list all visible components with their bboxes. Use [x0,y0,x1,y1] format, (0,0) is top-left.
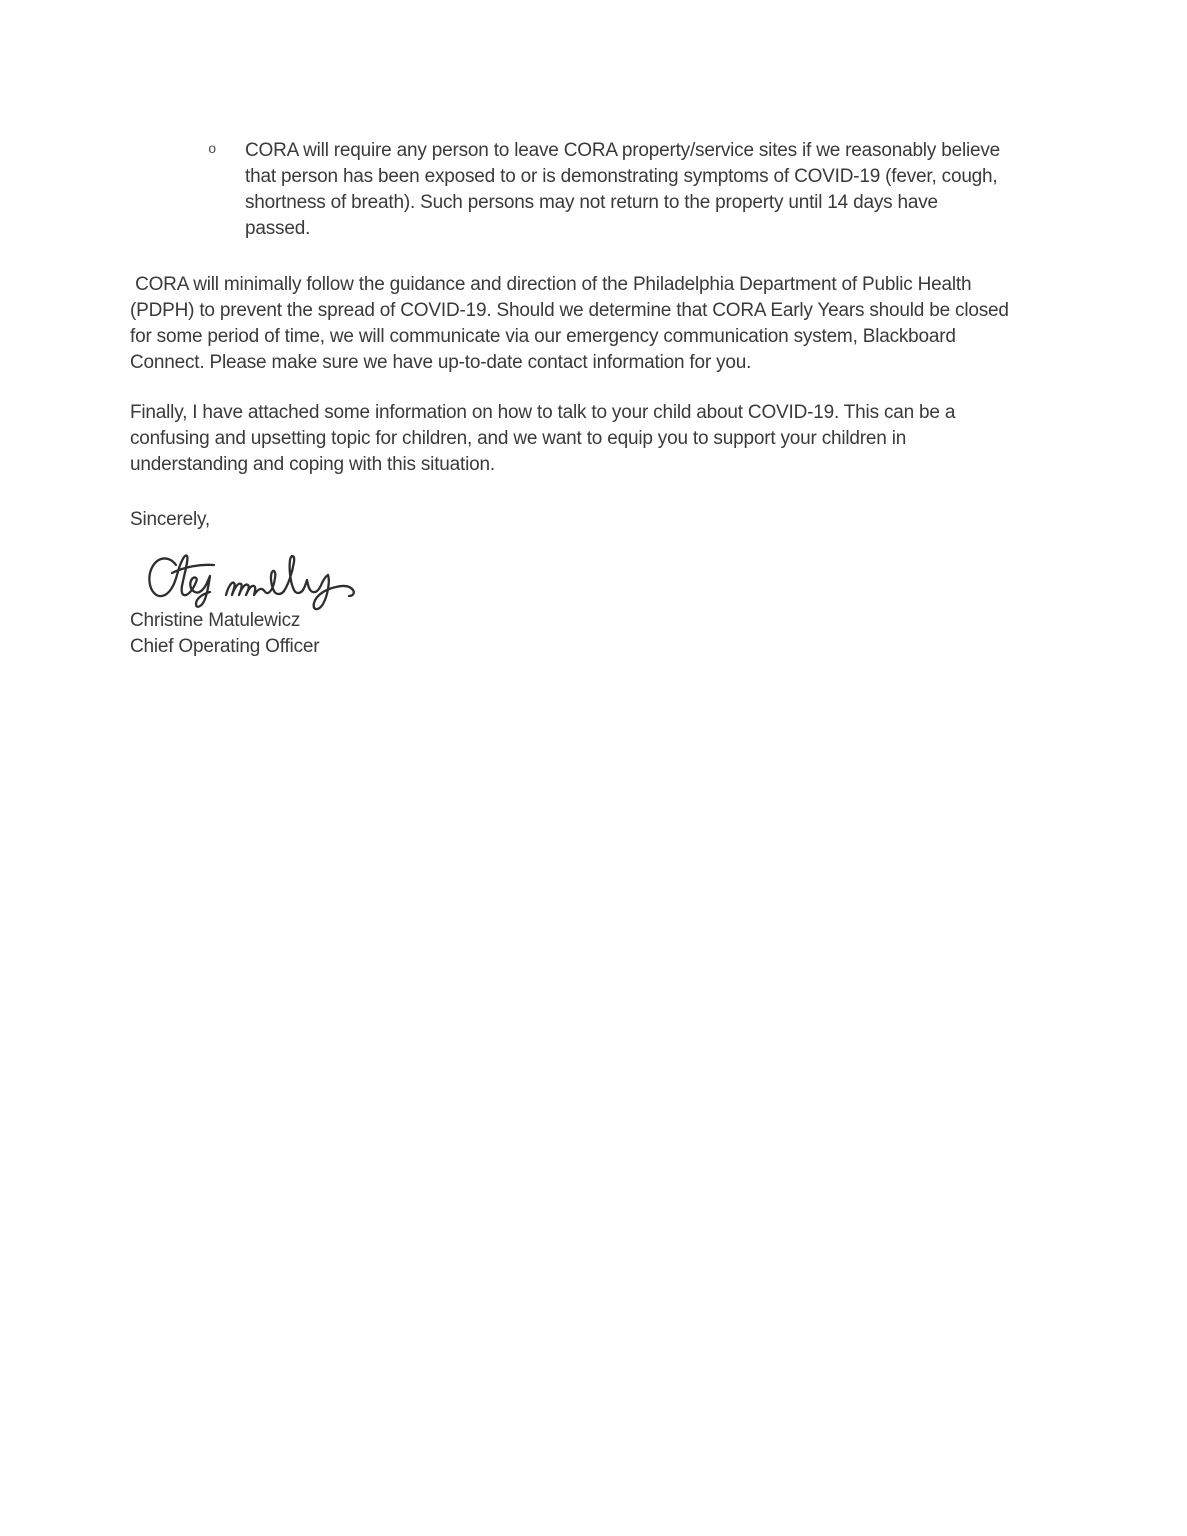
bullet-text [245,138,1000,242]
text-line: passed. [245,218,311,239]
text-line: confusing and upsetting topic for children, and we want to equip you to support your children in [130,428,907,449]
signature-block [130,608,319,660]
closing-salutation: Sincerely, [130,509,211,530]
text-line: CORA will minimally follow the guidance and direction of the Philadelphia Department of Public Health [130,274,972,295]
bullet-marker: o [208,142,217,158]
text-line: for some period of time, we will communicate via our emergency communication system, Blackboard [130,326,956,347]
text-line: CORA will require any person to leave CORA property/service sites if we reasonably believe [245,140,1001,161]
text-line: understanding and coping with this situation. [130,454,495,475]
text-line: Connect. Please make sure we have up-to-date contact information for you. [130,352,752,373]
signer-name: Christine Matulewicz [130,610,301,631]
text-line: Finally, I have attached some information on how to talk to your child about COVID-19. This can be a [130,402,956,423]
paragraph-attached-info [130,400,955,478]
signer-title: Chief Operating Officer [130,636,320,657]
text-line: shortness of breath). Such persons may not return to the property until 14 days have [245,192,938,213]
text-line: that person has been exposed to or is demonstrating symptoms of COVID-19 (fever, cough, [245,166,998,187]
handwritten-signature-icon [142,549,364,617]
paragraph-pdph-guidance [130,272,1009,376]
text-line: (PDPH) to prevent the spread of COVID-19. Should we determine that CORA Early Years should be closed [130,300,1009,321]
